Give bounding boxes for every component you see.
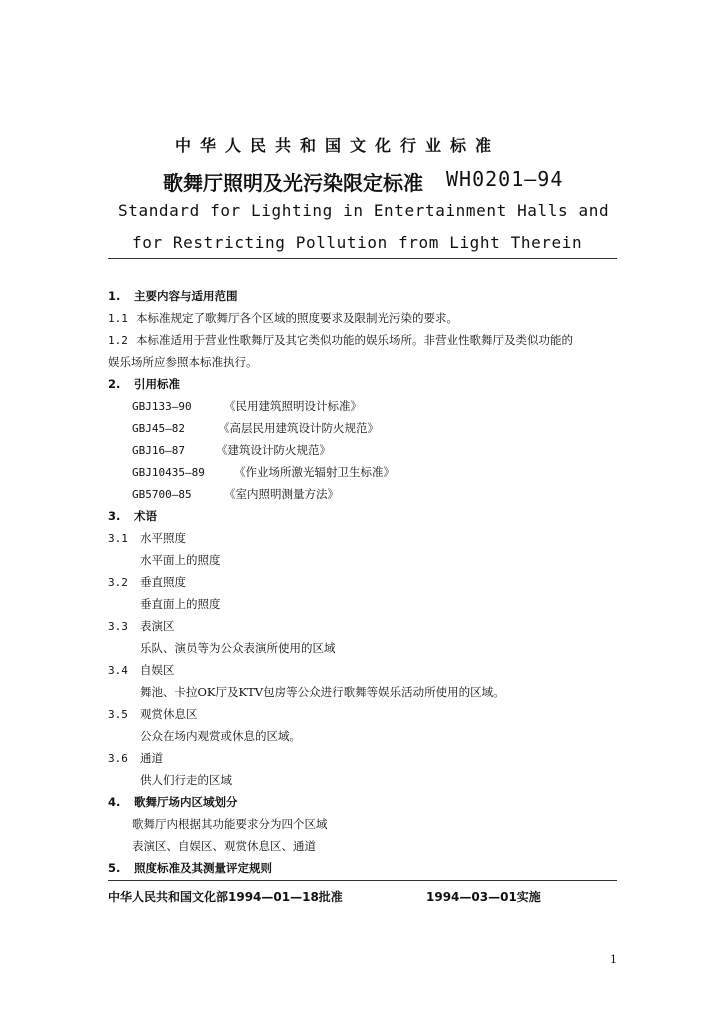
term-name: 自娱区 (140, 663, 175, 677)
term-heading (108, 574, 186, 590)
section-2-heading (108, 376, 180, 392)
section-title: 术语 (134, 509, 157, 523)
reference-name: 《民用建筑照明设计标准》 (224, 399, 362, 413)
term-name: 垂直照度 (140, 575, 186, 589)
term-heading (108, 662, 175, 678)
term-number: 3.1 (108, 532, 128, 545)
term-name: 表演区 (140, 619, 175, 633)
clause-1-1 (108, 310, 458, 326)
section-number: 1. (108, 289, 121, 303)
reference-name: 《建筑设计防火规范》 (216, 443, 331, 457)
section-4-heading (108, 794, 238, 810)
reference-item (132, 442, 331, 458)
standard-code: WH0201—94 (446, 167, 564, 191)
term-definition: 水平面上的照度 (140, 553, 221, 567)
section-title: 引用标准 (134, 377, 180, 391)
standard-title-en-line1: Standard for Lighting in Entertainment Halls and (118, 201, 610, 220)
section-number: 2. (108, 377, 121, 391)
reference-code: GBJ10435—89 (132, 466, 205, 479)
standard-title-en-line2: for Restricting Pollution from Light Therein (132, 233, 583, 252)
reference-code: GBJ16—87 (132, 444, 185, 457)
term-name: 水平照度 (140, 531, 186, 545)
term-name: 通道 (140, 751, 163, 765)
clause-1-2-continued: 娱乐场所应参照本标准执行。 (108, 355, 258, 369)
footer-divider (108, 880, 617, 881)
reference-code: GB5700—85 (132, 488, 192, 501)
section-4-text-line1: 歌舞厅内根据其功能要求分为四个区域 (132, 817, 328, 831)
header-divider (108, 258, 617, 259)
term-definition: 供人们行走的区域 (140, 773, 232, 787)
clause-text: 本标准规定了歌舞厅各个区域的照度要求及限制光污染的要求。 (136, 311, 458, 325)
reference-name: 《高层民用建筑设计防火规范》 (218, 421, 379, 435)
section-1-heading (108, 288, 238, 304)
section-title: 歌舞厅场内区域划分 (134, 795, 238, 809)
effective-date: 1994—03—01实施 (426, 890, 541, 904)
reference-code: GBJ133—90 (132, 400, 192, 413)
term-number: 3.6 (108, 752, 128, 765)
term-name: 观赏休息区 (140, 707, 198, 721)
term-heading (108, 530, 186, 546)
section-3-heading (108, 508, 157, 524)
standard-category-title: 中华人民共和国文化行业标准 (175, 136, 501, 155)
standard-title-cn: 歌舞厅照明及光污染限定标准 (163, 171, 423, 195)
term-number: 3.3 (108, 620, 128, 633)
term-number: 3.5 (108, 708, 128, 721)
section-number: 3. (108, 509, 121, 523)
term-heading (108, 750, 163, 766)
section-title: 主要内容与适用范围 (134, 289, 238, 303)
term-heading (108, 618, 175, 634)
reference-name: 《室内照明测量方法》 (224, 487, 339, 501)
section-5-heading (108, 860, 272, 876)
reference-name: 《作业场所激光辐射卫生标准》 (234, 465, 395, 479)
reference-code: GBJ45—82 (132, 422, 185, 435)
clause-number: 1.2 (108, 334, 128, 347)
section-number: 4. (108, 795, 121, 809)
term-heading (108, 706, 198, 722)
term-number: 3.4 (108, 664, 128, 677)
reference-item (132, 486, 339, 502)
clause-text: 本标准适用于营业性歌舞厅及其它类似功能的娱乐场所。非营业性歌舞厅及类似功能的 (136, 333, 573, 347)
term-definition: 舞池、卡拉OK厅及KTV包房等公众进行歌舞等娱乐活动所使用的区域。 (140, 685, 505, 699)
reference-item (132, 420, 379, 436)
section-title: 照度标准及其测量评定规则 (134, 861, 272, 875)
section-number: 5. (108, 861, 121, 875)
reference-item (132, 464, 395, 480)
clause-1-2 (108, 332, 573, 348)
page-number: 1 (610, 953, 617, 966)
term-definition: 乐队、演员等为公众表演所使用的区域 (140, 641, 336, 655)
term-definition: 垂直面上的照度 (140, 597, 221, 611)
reference-item (132, 398, 362, 414)
term-definition: 公众在场内观赏或休息的区域。 (140, 729, 301, 743)
approval-date: 中华人民共和国文化部1994—01—18批准 (108, 890, 343, 904)
clause-number: 1.1 (108, 312, 128, 325)
section-4-text-line2: 表演区、自娱区、观赏休息区、通道 (132, 839, 316, 853)
term-number: 3.2 (108, 576, 128, 589)
